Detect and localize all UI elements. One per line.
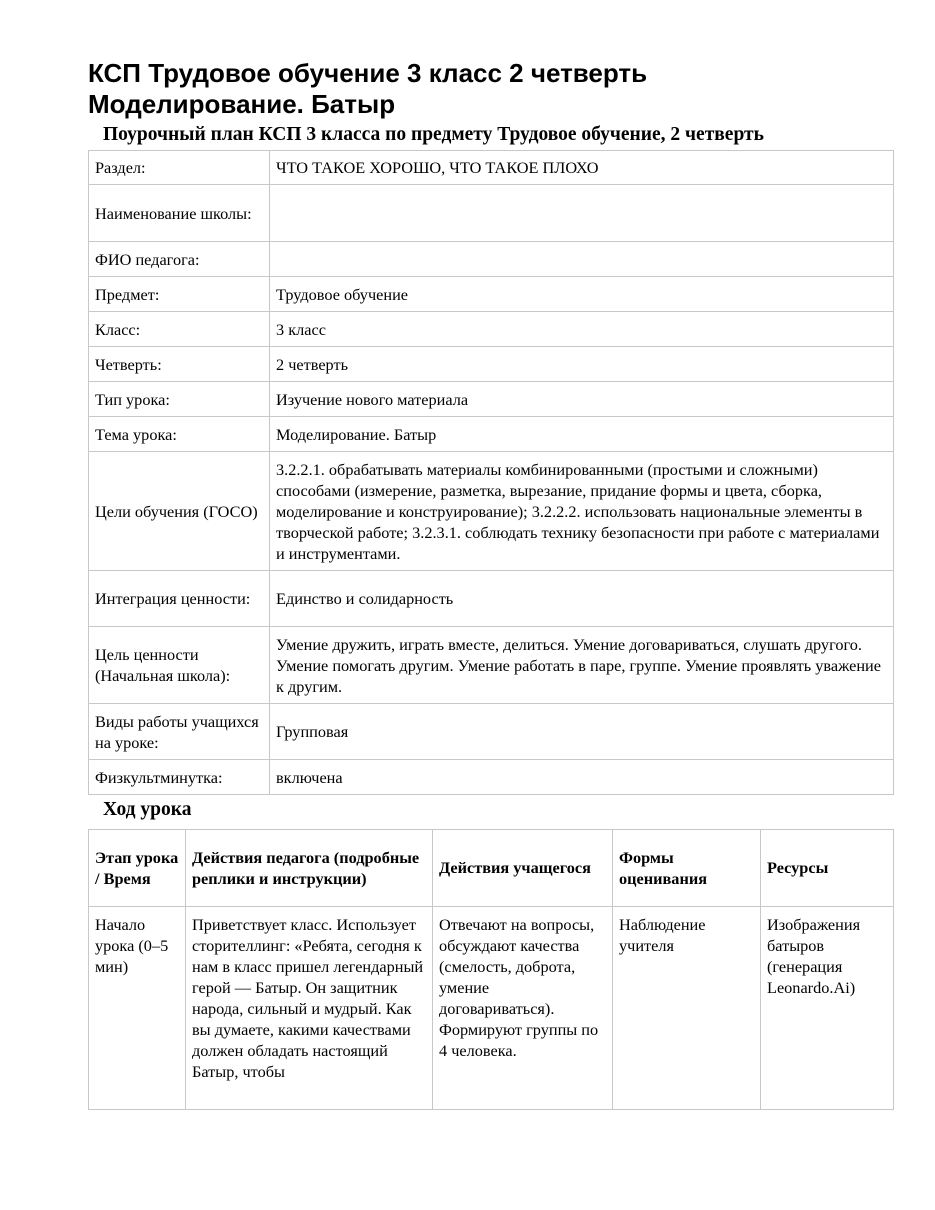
column-header: Ресурсы bbox=[761, 830, 894, 907]
stage-cell: Начало урока (0–5 мин) bbox=[89, 907, 186, 1110]
table-row bbox=[89, 704, 894, 760]
info-value: Изучение нового материала bbox=[270, 382, 894, 417]
info-label: Четверть: bbox=[89, 347, 270, 382]
info-value: Единство и солидарность bbox=[270, 571, 894, 627]
title-line-1: КСП Трудовое обучение 3 класс 2 четверть bbox=[88, 58, 648, 88]
column-header: Формы оценивания bbox=[613, 830, 761, 907]
table-row bbox=[89, 452, 894, 571]
info-label: Физкультминутка: bbox=[89, 760, 270, 795]
table-row bbox=[89, 277, 894, 312]
title-line-2: Моделирование. Батыр bbox=[88, 89, 396, 119]
teacher-actions-cell: Приветствует класс. Использует сторителлинг: «Ребята, сегодня к нам в класс пришел легендарный герой — Батыр. Он защитник народа, сильный и мудрый. Как вы думаете, какими качествами должен обладать настоящий Батыр, чтобы bbox=[186, 907, 433, 1110]
table-row bbox=[89, 571, 894, 627]
table-row bbox=[89, 185, 894, 242]
info-value: Умение дружить, играть вместе, делиться. Умение договариваться, слушать другого. Умение помогать другим. Умение работать в паре, группе. Умение проявлять уважение к другим. bbox=[270, 627, 894, 704]
table-header-row bbox=[89, 830, 894, 907]
table-row bbox=[89, 627, 894, 704]
table-row bbox=[89, 242, 894, 277]
lesson-flow-table bbox=[88, 829, 894, 1110]
table-row bbox=[89, 907, 894, 1110]
info-value: ЧТО ТАКОЕ ХОРОШО, ЧТО ТАКОЕ ПЛОХО bbox=[270, 151, 894, 185]
table-row bbox=[89, 151, 894, 185]
info-label: Тип урока: bbox=[89, 382, 270, 417]
info-label: Виды работы учащихся на уроке: bbox=[89, 704, 270, 760]
resources-cell: Изображения батыров (генерация Leonardo.Ai) bbox=[761, 907, 894, 1110]
student-actions-cell: Отвечают на вопросы, обсуждают качества (смелость, доброта, умение договариваться). Формируют группы по 4 человека. bbox=[433, 907, 613, 1110]
plan-heading: Поурочный план КСП 3 класса по предмету Трудовое обучение, 2 четверть bbox=[103, 124, 764, 145]
column-header: Действия педагога (подробные реплики и инструкции) bbox=[186, 830, 433, 907]
info-value: Моделирование. Батыр bbox=[270, 417, 894, 452]
document-title bbox=[88, 58, 893, 120]
table-row bbox=[89, 417, 894, 452]
info-label: Интеграция ценности: bbox=[89, 571, 270, 627]
info-label: ФИО педагога: bbox=[89, 242, 270, 277]
table-row bbox=[89, 312, 894, 347]
assessment-cell: Наблюдение учителя bbox=[613, 907, 761, 1110]
column-header: Действия учащегося bbox=[433, 830, 613, 907]
info-label: Раздел: bbox=[89, 151, 270, 185]
lesson-info-table bbox=[88, 150, 894, 795]
info-value: Групповая bbox=[270, 704, 894, 760]
column-header: Этап урока / Время bbox=[89, 830, 186, 907]
info-value: 2 четверть bbox=[270, 347, 894, 382]
info-value: Трудовое обучение bbox=[270, 277, 894, 312]
info-value: включена bbox=[270, 760, 894, 795]
info-value bbox=[270, 242, 894, 277]
info-label: Наименование школы: bbox=[89, 185, 270, 242]
info-value: 3.2.2.1. обрабатывать материалы комбинированными (простыми и сложными) способами (измерение, разметка, вырезание, придание формы и цвета, сборка, моделирование и конструирование); 3.2.2.2. использовать национальные элементы в творческой работе; 3.2.3.1. соблюдать технику безопасности при работе с материалами и инструментами. bbox=[270, 452, 894, 571]
info-value bbox=[270, 185, 894, 242]
info-label: Цели обучения (ГОСО) bbox=[89, 452, 270, 571]
info-value: 3 класс bbox=[270, 312, 894, 347]
info-label: Класс: bbox=[89, 312, 270, 347]
table-row bbox=[89, 382, 894, 417]
document-page bbox=[88, 58, 893, 1110]
table-row bbox=[89, 347, 894, 382]
table-row bbox=[89, 760, 894, 795]
info-label: Цель ценности (Начальная школа): bbox=[89, 627, 270, 704]
info-label: Тема урока: bbox=[89, 417, 270, 452]
info-label: Предмет: bbox=[89, 277, 270, 312]
lesson-heading: Ход урока bbox=[103, 799, 192, 820]
